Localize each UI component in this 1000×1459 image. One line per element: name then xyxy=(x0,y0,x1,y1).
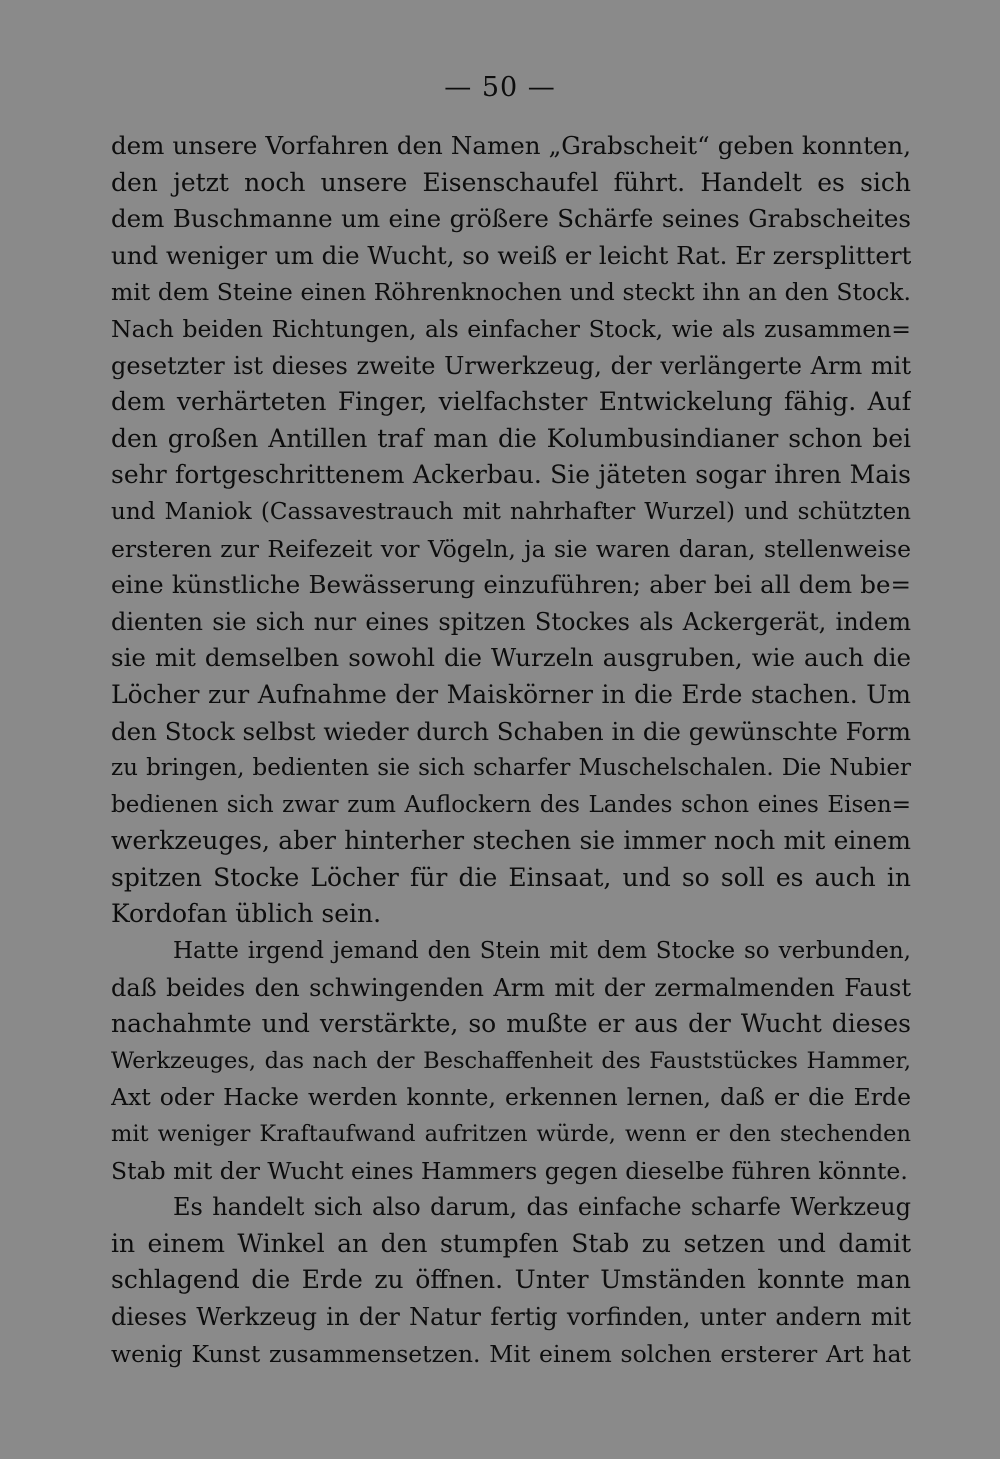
page-number: — 50 — xyxy=(444,72,556,103)
text-line: werkzeuges, aber hinterher stechen sie immer noch mit einem xyxy=(111,826,911,856)
body-text xyxy=(111,128,911,1372)
text-line: gesetzter ist dieses zweite Urwerkzeug, der verlängerte Arm mit xyxy=(111,351,911,380)
text-line: den Stock selbst wieder durch Schaben in die gewünschte Form xyxy=(111,716,911,746)
text-line: den jetzt noch unsere Eisenschaufel führt. Handelt es sich xyxy=(111,167,911,197)
text-line: Axt oder Hacke werden konnte, erkennen lernen, daß er die Erde xyxy=(111,1083,911,1112)
text-line: dem Buschmanne um eine größere Schärfe seines Grabscheites xyxy=(111,204,911,234)
text-line: in einem Winkel an den stumpfen Stab zu setzen und damit xyxy=(111,1228,911,1258)
text-line: bedienen sich zwar zum Auflockern des Landes schon eines Eisen= xyxy=(111,791,911,818)
text-line: zu bringen, bedienten sie sich scharfer Muschelschalen. Die Nubier xyxy=(111,755,911,782)
text-line: und weniger um die Wucht, so weiß er leicht Rat. Er zersplittert xyxy=(111,240,911,270)
text-line: sehr fortgeschrittenem Ackerbau. Sie jäteten sogar ihren Mais xyxy=(111,460,911,490)
text-line: spitzen Stocke Löcher für die Einsaat, und so soll es auch in xyxy=(111,862,911,892)
text-line: schlagend die Erde zu öffnen. Unter Umständen konnte man xyxy=(111,1265,911,1295)
text-line: dieses Werkzeug in der Natur fertig vorfinden, unter andern mit xyxy=(111,1303,911,1331)
text-line: Werkzeuges, das nach der Beschaffenheit des Fauststückes Hammer, xyxy=(111,1047,911,1074)
text-line: Stab mit der Wucht eines Hammers gegen dieselbe führen könnte. xyxy=(111,1156,908,1185)
text-line: und Maniok (Cassavestrauch mit nahrhafter Wurzel) und schützten xyxy=(111,498,911,525)
text-line: wenig Kunst zusammensetzen. Mit einem solchen ersterer Art hat xyxy=(111,1339,911,1368)
text-line: den großen Antillen traf man die Kolumbusindianer schon bei xyxy=(111,423,911,453)
text-line: nachahmte und verstärkte, so mußte er aus der Wucht dieses xyxy=(111,1009,911,1039)
text-line: Es handelt sich also darum, das einfache scharfe Werkzeug xyxy=(173,1193,911,1222)
text-line: dem verhärteten Finger, vielfachster Entwickelung fähig. Auf xyxy=(111,387,911,417)
text-line: eine künstliche Bewässerung einzuführen; aber bei all dem be= xyxy=(111,570,911,600)
text-line: Hatte irgend jemand den Stein mit dem Stocke so verbunden, xyxy=(173,938,911,965)
text-line: mit dem Steine einen Röhrenknochen und steckt ihn an den Stock. xyxy=(111,278,911,307)
text-line: sie mit demselben sowohl die Wurzeln ausgruben, wie auch die xyxy=(111,643,911,673)
text-line: daß beides den schwingenden Arm mit der zermalmenden Faust xyxy=(111,973,911,1002)
text-line: dem unsere Vorfahren den Namen „Grabscheit“ geben konnten, xyxy=(111,131,911,160)
text-line: ersteren zur Reifezeit vor Vögeln, ja sie waren daran, stellenweise xyxy=(111,534,911,563)
text-line: Nach beiden Richtungen, als einfacher Stock, wie als zusammen= xyxy=(111,314,911,343)
text-line: Löcher zur Aufnahme der Maiskörner in die Erde stachen. Um xyxy=(111,679,911,709)
text-line: mit weniger Kraftaufwand aufritzen würde, wenn er den stechenden xyxy=(111,1121,911,1148)
text-line: Kordofan üblich sein. xyxy=(111,899,382,929)
text-line: dienten sie sich nur eines spitzen Stockes als Ackergerät, indem xyxy=(111,607,911,636)
